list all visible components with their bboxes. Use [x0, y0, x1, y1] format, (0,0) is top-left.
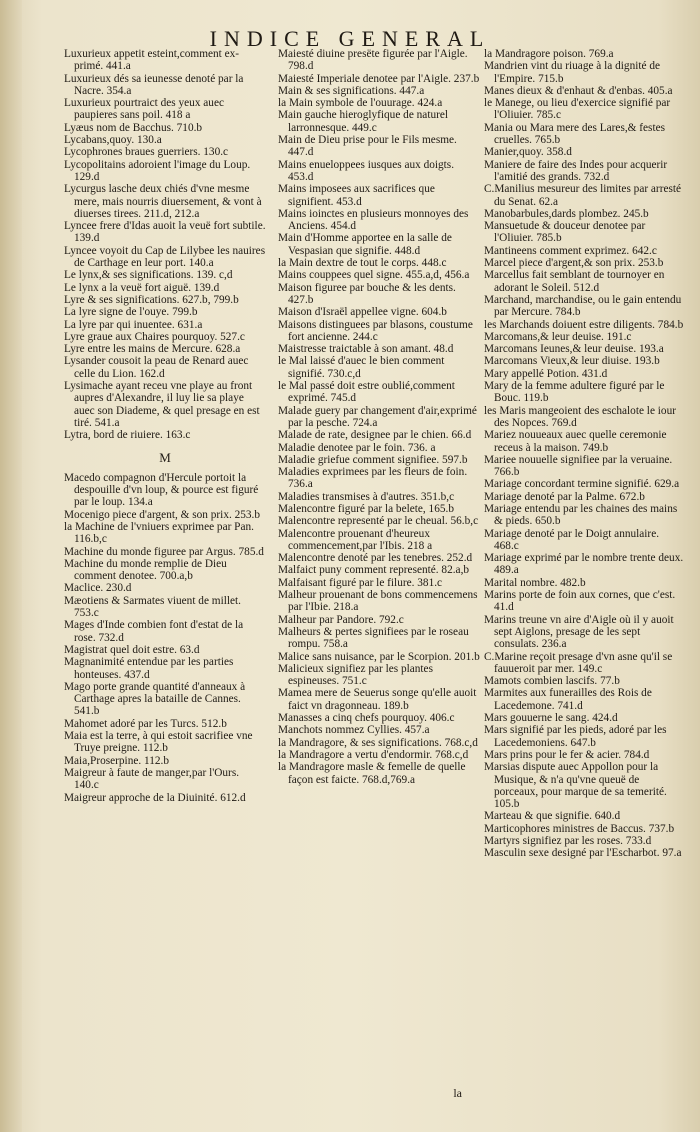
index-entry: Maladies transmises à d'autres. 351.b,c: [278, 490, 455, 503]
index-entry: Lyre & ses significations. 627.b, 799.b: [64, 293, 239, 306]
index-entry: Le lynx a la veuë fort aiguë. 139.d: [64, 281, 220, 294]
index-entry: la Main symbole de l'ouurage. 424.a: [278, 97, 443, 110]
index-entry: la Mandragore, & ses significations. 768.c,d: [278, 736, 478, 749]
index-entry: Masculin sexe designé par l'Escharbot. 97.a: [484, 847, 682, 860]
page-spine-shadow: [0, 0, 22, 1132]
catchword: la: [453, 1086, 462, 1100]
index-entry: Maia,Proserpine. 112.b: [64, 754, 169, 767]
index-entry: Marcomans Ieunes,& leur deuise. 193.a: [484, 343, 664, 356]
index-entry: Mars prins pour le fer & acier. 784.d: [484, 748, 650, 761]
index-entry: Marmites aux funerailles des Rois de Lacedemone. 741.d: [484, 687, 652, 712]
index-entry: Marteau & que signifie. 640.d: [484, 810, 621, 823]
index-entry: Marsias dispute auec Appollon pour la Musique, & n'a qu'vne queuë de porceaux, pour marque de sa temerité. 105.b: [484, 761, 667, 811]
index-entry: Mandrien vint du riuage à la dignité de l'Empire. 715.b: [484, 60, 660, 85]
index-entry: Malencontre prouenant d'heureux commencement,par l'Ibis. 218 a: [278, 527, 433, 552]
index-entry: Manasses a cinq chefs pourquoy. 406.c: [278, 712, 455, 725]
index-entry: Mains couppees quel signe. 455.a,d, 456.a: [278, 269, 470, 282]
index-entry: les Marchands doiuent estre diligents. 784.b: [484, 318, 684, 331]
index-entry: Martyrs signifiez par les roses. 733.d: [484, 835, 652, 847]
index-entry: Main & ses significations. 447.a: [278, 84, 425, 97]
index-entry: Luxurieux pourtraict des yeux auec paupieres sans poil. 418 a: [64, 97, 224, 122]
index-entry: Manes dieux & d'enhaut & d'enbas. 405.a: [484, 84, 673, 97]
index-entry: Mary de la femme adultere figuré par le Bouc. 119.b: [484, 380, 665, 405]
index-entry: Lycurgus lasche deux chiés d'vne mesme mere, mais nourris diuersement, & vont à diuerses tirees. 211.d, 212.a: [64, 183, 262, 220]
index-entry: Maia est la terre, à qui estoit sacrifiee vne Truye preigne. 112.b: [64, 730, 253, 755]
index-entry: Marital nombre. 482.b: [484, 576, 586, 589]
index-entry: Magistrat quel doit estre. 63.d: [64, 643, 200, 656]
index-entry: Marcel piece d'argent,& son prix. 253.b: [484, 257, 664, 270]
index-entry: Malfaisant figuré par le filure. 381.c: [278, 576, 443, 589]
index-entry: le Manege, ou lieu d'exercice signifié par l'Oliuier. 785.c: [484, 97, 671, 122]
index-entry: Maiesté diuine presëte figurée par l'Aigle. 798.d: [278, 48, 468, 73]
index-entry: Maigreur approche de la Diuinité. 612.d: [64, 791, 246, 804]
index-entry: Lysimache ayant receu vne playe au front aupres d'Alexandre, il luy lie sa playe auec son Diademe, & quel presage en est tiré. 541.a: [64, 380, 260, 429]
index-entry: Maclice. 230.d: [64, 582, 132, 595]
index-entry: Malicieux signifiez par les plantes espineuses. 751.c: [278, 662, 433, 688]
index-entry: Manobarbules,dards plombez. 245.b: [484, 207, 649, 220]
index-entry: Main de Dieu prise pour le Fils mesme. 447.d: [278, 134, 457, 159]
index-entry: Mariage concordant termine signifié. 629.a: [484, 478, 680, 491]
index-entry: Malade guery par changement d'air,exprimé par la pesche. 724.a: [278, 404, 477, 429]
index-entry: C.Manilius mesureur des limites par arresté du Senat. 62.a: [484, 183, 682, 208]
index-entry: Marcomans,& leur deuise. 191.c: [484, 330, 632, 343]
index-entry: Malheur par Pandore. 792.c: [278, 613, 404, 626]
index-entry: Maison d'Israël appellee vigne. 604.b: [278, 306, 447, 319]
section-letter: M: [159, 449, 171, 465]
index-entry: Mansuetude & douceur denotee par l'Oliuier. 785.b: [484, 220, 646, 245]
index-entry: Mahomet adoré par les Turcs. 512.b: [64, 717, 227, 730]
index-entry: le Mal laissé d'auec le bien comment signifié. 730.c,d: [278, 355, 445, 380]
index-entry: Mantineens comment exprimez. 642.c: [484, 244, 657, 257]
index-entry: Lyncee frere d'Idas auoit la veuë fort subtile. 139.d: [64, 220, 266, 245]
index-entry: Mars gouuerne le sang. 424.d: [484, 712, 618, 725]
index-entry: Mariez nouueaux auec quelle ceremonie receus à la maison. 749.b: [484, 429, 667, 454]
index-entry: La lyre par qui inuentee. 631.a: [64, 318, 203, 331]
index-entry: la Mandragore masle & femelle de quelle façon est faicte. 768.d,769.a: [278, 761, 466, 786]
index-entry: Maladie griefue comment signifiee. 597.b: [278, 453, 468, 466]
index-entry: la Mandragore a vertu d'endormir. 768.c,d: [278, 748, 469, 761]
header-title: INDICE GENERAL: [209, 26, 491, 51]
index-entry: Marticophores ministres de Baccus. 737.b: [484, 822, 675, 835]
index-entry: Maladies exprimees par les fleurs de foin. 736.a: [278, 466, 468, 491]
index-column-1: [64, 48, 266, 804]
index-entry: Maiesté Imperiale denotee par l'Aigle. 237.b: [278, 72, 480, 85]
index-entry: Marcomans Vieux,& leur diuise. 193.b: [484, 355, 660, 368]
index-entry: Mariage entendu par les chaines des mains & pieds. 650.b: [484, 502, 678, 528]
index-entry: Machine du monde figuree par Argus. 785.d: [64, 545, 264, 558]
index-entry: Main gauche hieroglyfique de naturel larronnesque. 449.c: [278, 109, 449, 134]
index-entry: Marcellus fait semblant de tournoyer en adorant le Soleil. 512.d: [484, 269, 665, 294]
index-entry: la Machine de l'vniuers exprimee par Pan. 116.b,c: [64, 520, 254, 546]
index-entry: Luxurieux dés sa ieunesse denoté par la Nacre. 354.a: [64, 72, 244, 97]
index-entry: Mains ioinctes en plusieurs monnoyes des Anciens. 454.d: [278, 207, 469, 233]
index-entry: Maladie denotee par le foin. 736. a: [278, 441, 436, 454]
index-entry: Manier,quoy. 358.d: [484, 146, 572, 159]
index-entry: Marins porte de foin aux cornes, que c'est. 41.d: [484, 589, 676, 614]
index-entry: Lytra, bord de riuiere. 163.c: [64, 429, 191, 442]
index-entry: Maison figuree par bouche & les dents. 427.b: [278, 281, 456, 306]
index-entry: C.Marine reçoit presage d'vn asne qu'il se fauueroit par mer. 149.c: [484, 650, 673, 675]
index-entry: Lycophrones braues guerriers. 130.c: [64, 146, 229, 159]
index-entry: Mania ou Mara mere des Lares,& festes cruelles. 765.b: [484, 121, 665, 147]
index-entry: Mariage denoté par le Doigt annulaire. 468.c: [484, 527, 660, 552]
index-entry: Mæotiens & Sarmates viuent de millet. 753.c: [64, 594, 241, 620]
index-entry: les Maris mangeoient des eschalote le iour des Nopces. 769.d: [484, 404, 676, 429]
index-entry: Lyre entre les mains de Mercure. 628.a: [64, 343, 241, 356]
index-entry: Mamea mere de Seuerus songe qu'elle auoit faict vn dragonneau. 189.b: [278, 687, 477, 712]
index-entry: Malheur prouenant de bons commencemens par l'Ibie. 218.a: [278, 589, 478, 614]
index-entry: Maistresse traictable à son amant. 48.d: [278, 343, 454, 356]
index-entry: Mocenigo piece d'argent, & son prix. 253.b: [64, 508, 261, 521]
index-column-2: [278, 48, 480, 786]
index-entry: Magnanimité entendue par les parties honteuses. 437.d: [64, 656, 234, 681]
index-entry: Mago porte grande quantité d'anneaux à Carthage apres la bataille de Cannes. 541.b: [64, 680, 246, 718]
index-entry: Marchand, marchandise, ou le gain entendu par Mercure. 784.b: [484, 293, 682, 319]
index-entry: Lysander cousoit la peau de Renard auec celle du Lion. 162.d: [64, 355, 249, 380]
index-entry: Mages d'Inde combien font d'estat de la rose. 732.d: [64, 619, 244, 644]
index-entry: Manchots nommez Cyllies. 457.a: [278, 724, 430, 737]
index-entry: Macedo compagnon d'Hercule portoit la despouille d'vn loup, & pource est figuré par le loup. 134.a: [64, 471, 259, 509]
index-entry: Lycabans,quoy. 130.a: [64, 134, 162, 147]
index-entry: Main d'Homme apportee en la salle de Vespasian que signifie. 448.d: [278, 232, 452, 257]
index-entry: Mamots combien lascifs. 77.b: [484, 675, 620, 688]
index-entry: Mariee nouuelle signifiee par la veruaine. 766.b: [484, 453, 673, 479]
index-entry: Lyre graue aux Chaires pourquoy. 527.c: [64, 330, 245, 343]
index-entry: Lyæus nom de Bacchus. 710.b: [64, 121, 203, 134]
index-entry: Malencontre denoté par les tenebres. 252.d: [278, 552, 473, 565]
index-entry: Mariage exprimé par le nombre trente deux. 489.a: [484, 552, 684, 577]
index-entry: Marins treune vn aire d'Aigle où il y auoit sept Aiglons, presage de les sept consulats. 236.a: [484, 613, 674, 651]
index-entry: Maisons distinguees par blasons, coustume fort ancienne. 244.c: [278, 318, 473, 343]
index-entry: Machine du monde remplie de Dieu comment denotee. 700.a,b: [64, 557, 227, 583]
index-entry: la Mandragore poison. 769.a: [484, 48, 614, 60]
index-entry: Malade de rate, designee par le chien. 66.d: [278, 429, 472, 442]
index-entry: Maniere de faire des Indes pour acquerir l'amitié des grands. 732.d: [484, 158, 668, 183]
index-entry: Luxurieux appetit esteint,comment ex-primé. 441.a: [64, 48, 240, 73]
index-entry: Malice sans nuisance, par le Scorpion. 201.b: [278, 650, 480, 663]
index-entry: Mariage denoté par la Palme. 672.b: [484, 490, 645, 503]
index-entry: La lyre signe de l'ouye. 799.b: [64, 306, 198, 319]
index-column-3: [484, 48, 686, 860]
index-entry: le Mal passé doit estre oublié,comment exprimé. 745.d: [278, 380, 455, 405]
index-entry: Mary appellé Potion. 431.d: [484, 367, 608, 380]
index-entry: Lycopolitains adoroient l'image du Loup. 129.d: [64, 158, 251, 183]
index-entry: Malencontre figuré par la belete, 165.b: [278, 502, 454, 515]
index-entry: la Main dextre de tout le corps. 448.c: [278, 257, 447, 270]
index-entry: Mars signifié par les pieds, adoré par les Lacedemoniens. 647.b: [484, 724, 667, 749]
index-entry: Mains imposees aux sacrifices que signifient. 453.d: [278, 183, 435, 208]
index-entry: Malfaict puny comment representé. 82.a,b: [278, 564, 470, 577]
index-entry: Le lynx,& ses significations. 139. c,d: [64, 269, 233, 282]
index-entry: Malencontre representé par le cheual. 56.b,c: [278, 515, 479, 528]
index-entry: Lyncee voyoit du Cap de Lilybee les nauires de Carthage en leur port. 140.a: [64, 244, 266, 270]
index-entry: Malheurs & pertes signifiees par le roseau rompu. 758.a: [278, 625, 469, 651]
index-entry: Maigreur à faute de manger,par l'Ours. 140.c: [64, 766, 240, 792]
index-entry: Mains enueloppees iusques aux doigts. 453.d: [278, 158, 455, 183]
